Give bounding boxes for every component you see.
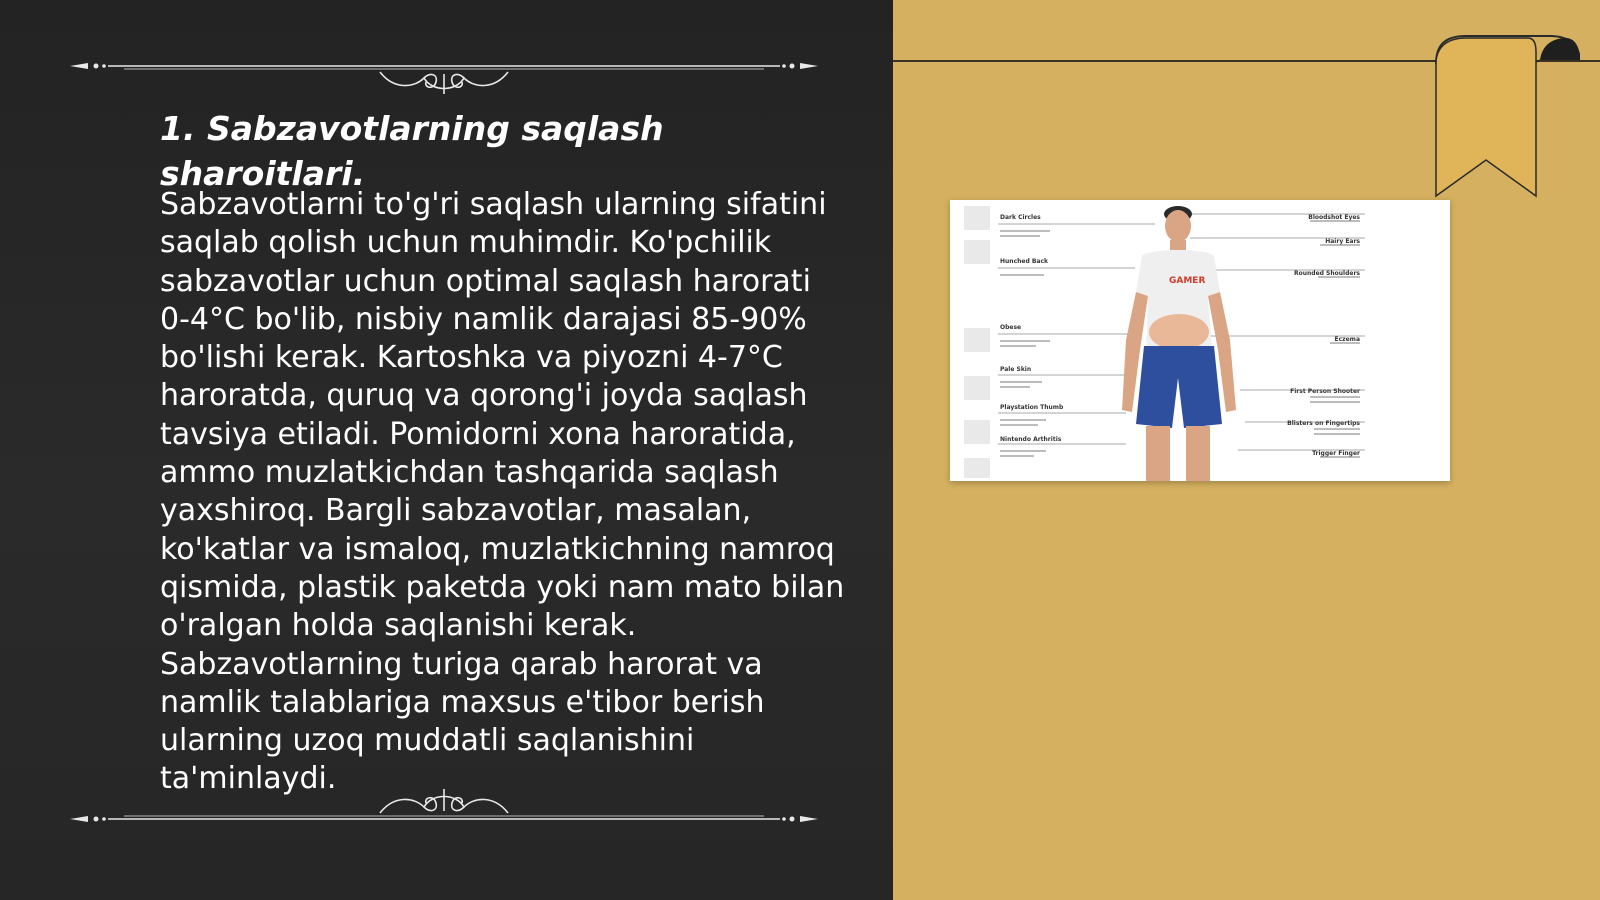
label-dark-circles: Dark Circles <box>1000 214 1041 221</box>
label-hairy-ears: Hairy Ears <box>1325 238 1360 245</box>
label-trigger-finger: Trigger Finger <box>1312 450 1360 457</box>
bottom-ornament-divider <box>64 775 824 825</box>
label-nintendo-arthritis: Nintendo Arthritis <box>1000 436 1062 443</box>
label-eczema: Eczema <box>1334 336 1360 343</box>
label-bloodshot-eyes: Bloodshot Eyes <box>1308 214 1360 221</box>
label-rounded-shoulders: Rounded Shoulders <box>1294 270 1360 277</box>
shirt-text: GAMER <box>1169 276 1206 286</box>
label-blisters-on-fingertips: Blisters on Fingertips <box>1287 420 1360 427</box>
label-first-person-shooter: First Person Shooter <box>1290 388 1360 395</box>
top-ornament-divider <box>64 50 824 100</box>
label-obese: Obese <box>1000 324 1022 331</box>
bookmark-ribbon-icon <box>1430 34 1580 204</box>
slide-body-text: Sabzavotlarni to'g'ri saqlash ularning sifatini saqlab qolish uchun muhimdir. Ko'pchilik sabzavotlar uchun optimal saqlash harorati 0-4°C bo'lib, nisbiy namlik darajasi 85-90% bo'lishi kerak. Kartoshka va piyozni 4-7°C haroratda, quruq va qorong'i joyda saqlash tavsiya etiladi. Pomidorni xona haroratida, ammo muzlatkichdan tashqarida saqlash yaxshiroq. Bargli sabzavotlar, masalan, ko'katlar va ismaloq, muzlatkichning namroq qismida, plastik paketda yoki nam mato bilan o'ralgan holda saqlanishi kerak. Sabzavotlarning turiga qarab harorat va namlik talablariga maxsus e'tibor berish ularning uzoq muddatli saqlanishini ta'minlaydi. <box>160 187 845 797</box>
infographic-image <box>950 200 1450 481</box>
slide-title: 1. Sabzavotlarning saqlash sharoitlari. <box>160 109 664 193</box>
label-playstation-thumb: Playstation Thumb <box>1000 404 1064 411</box>
label-pale-skin: Pale Skin <box>1000 366 1032 373</box>
label-hunched-back: Hunched Back <box>1000 258 1049 265</box>
